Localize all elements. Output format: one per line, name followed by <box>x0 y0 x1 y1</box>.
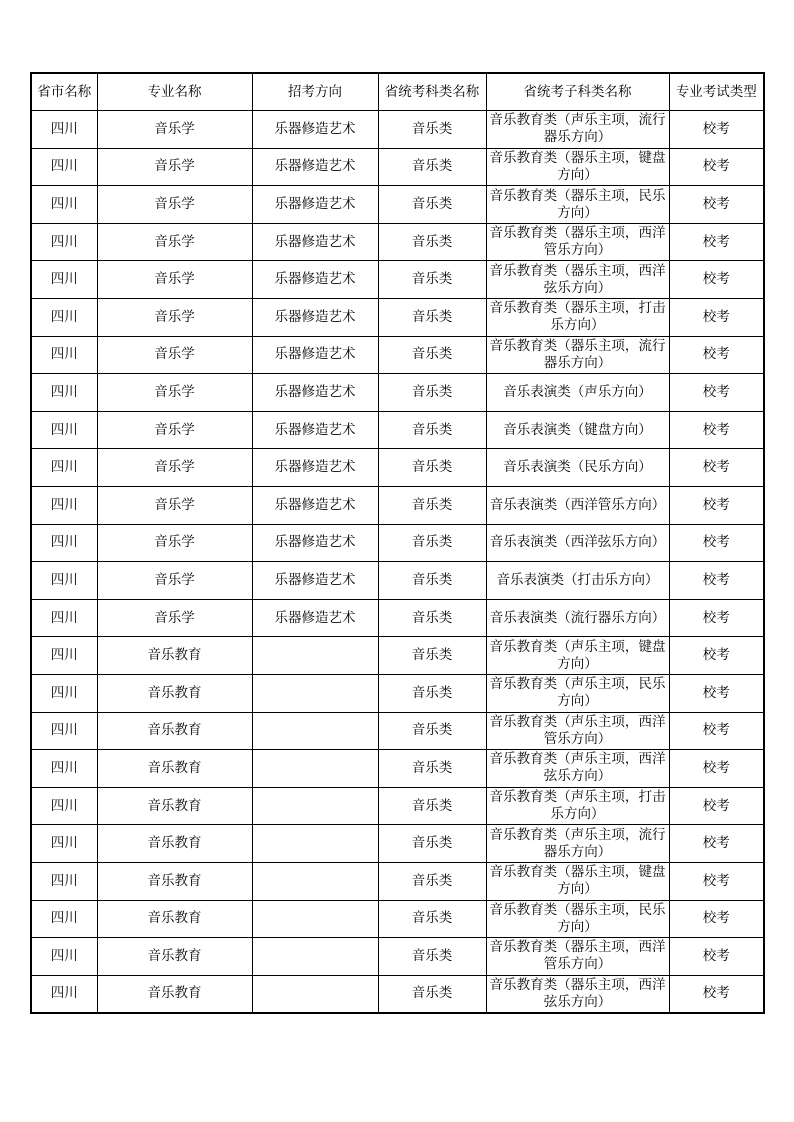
cell-major: 音乐学 <box>97 223 252 261</box>
cell-direction: 乐器修造艺术 <box>252 487 378 525</box>
cell-province: 四川 <box>31 750 97 788</box>
cell-direction: 乐器修造艺术 <box>252 299 378 337</box>
cell-province: 四川 <box>31 449 97 487</box>
cell-direction <box>252 900 378 938</box>
cell-major: 音乐教育 <box>97 750 252 788</box>
cell-direction: 乐器修造艺术 <box>252 599 378 637</box>
table-row <box>31 374 764 412</box>
cell-exam-subcategory: 音乐表演类（键盘方向） <box>486 411 669 449</box>
cell-exam-subcategory: 音乐表演类（西洋弦乐方向） <box>486 524 669 562</box>
cell-province: 四川 <box>31 411 97 449</box>
cell-exam-category: 音乐类 <box>378 750 486 788</box>
cell-province: 四川 <box>31 975 97 1013</box>
cell-exam-type: 校考 <box>669 787 764 825</box>
cell-exam-category: 音乐类 <box>378 787 486 825</box>
cell-exam-category: 音乐类 <box>378 562 486 600</box>
cell-major: 音乐教育 <box>97 675 252 713</box>
cell-exam-type: 校考 <box>669 186 764 224</box>
cell-exam-subcategory: 音乐教育类（声乐主项，西洋弦乐方向） <box>486 750 669 788</box>
header-exam-type: 专业考试类型 <box>669 73 764 111</box>
cell-major: 音乐教育 <box>97 825 252 863</box>
cell-direction <box>252 975 378 1013</box>
cell-direction: 乐器修造艺术 <box>252 148 378 186</box>
table-row <box>31 750 764 788</box>
cell-province: 四川 <box>31 599 97 637</box>
cell-province: 四川 <box>31 223 97 261</box>
cell-exam-category: 音乐类 <box>378 411 486 449</box>
cell-major: 音乐教育 <box>97 862 252 900</box>
table-row <box>31 111 764 149</box>
cell-major: 音乐学 <box>97 186 252 224</box>
cell-direction: 乐器修造艺术 <box>252 374 378 412</box>
table-row <box>31 336 764 374</box>
cell-exam-category: 音乐类 <box>378 975 486 1013</box>
table-row <box>31 261 764 299</box>
cell-exam-subcategory: 音乐教育类（器乐主项，西洋弦乐方向） <box>486 261 669 299</box>
cell-major: 音乐教育 <box>97 637 252 675</box>
table-row <box>31 562 764 600</box>
table-row <box>31 223 764 261</box>
cell-exam-category: 音乐类 <box>378 299 486 337</box>
cell-exam-type: 校考 <box>669 750 764 788</box>
cell-exam-type: 校考 <box>669 825 764 863</box>
cell-exam-category: 音乐类 <box>378 900 486 938</box>
cell-exam-category: 音乐类 <box>378 637 486 675</box>
cell-direction <box>252 787 378 825</box>
cell-province: 四川 <box>31 261 97 299</box>
table-row <box>31 449 764 487</box>
cell-exam-category: 音乐类 <box>378 148 486 186</box>
cell-direction <box>252 712 378 750</box>
cell-major: 音乐教育 <box>97 900 252 938</box>
cell-province: 四川 <box>31 524 97 562</box>
cell-exam-category: 音乐类 <box>378 111 486 149</box>
cell-exam-category: 音乐类 <box>378 374 486 412</box>
cell-exam-subcategory: 音乐教育类（声乐主项，西洋管乐方向） <box>486 712 669 750</box>
cell-exam-type: 校考 <box>669 449 764 487</box>
cell-exam-subcategory: 音乐教育类（声乐主项，流行器乐方向） <box>486 111 669 149</box>
cell-major: 音乐学 <box>97 487 252 525</box>
cell-exam-subcategory: 音乐教育类（器乐主项，键盘方向） <box>486 148 669 186</box>
table-row <box>31 299 764 337</box>
cell-exam-category: 音乐类 <box>378 712 486 750</box>
cell-province: 四川 <box>31 562 97 600</box>
header-exam-subcategory: 省统考子科类名称 <box>486 73 669 111</box>
cell-province: 四川 <box>31 374 97 412</box>
cell-major: 音乐教育 <box>97 975 252 1013</box>
header-row <box>31 73 764 111</box>
cell-exam-type: 校考 <box>669 862 764 900</box>
cell-exam-type: 校考 <box>669 487 764 525</box>
cell-exam-subcategory: 音乐表演类（流行器乐方向） <box>486 599 669 637</box>
cell-major: 音乐教育 <box>97 787 252 825</box>
cell-exam-subcategory: 音乐教育类（声乐主项，打击乐方向） <box>486 787 669 825</box>
cell-province: 四川 <box>31 825 97 863</box>
cell-direction: 乐器修造艺术 <box>252 562 378 600</box>
cell-exam-type: 校考 <box>669 675 764 713</box>
header-direction: 招考方向 <box>252 73 378 111</box>
cell-direction: 乐器修造艺术 <box>252 186 378 224</box>
cell-direction <box>252 675 378 713</box>
table-row <box>31 637 764 675</box>
cell-province: 四川 <box>31 336 97 374</box>
cell-exam-type: 校考 <box>669 637 764 675</box>
cell-province: 四川 <box>31 938 97 976</box>
cell-direction: 乐器修造艺术 <box>252 223 378 261</box>
table-header <box>31 73 764 111</box>
cell-exam-type: 校考 <box>669 712 764 750</box>
cell-direction <box>252 750 378 788</box>
table-row <box>31 487 764 525</box>
cell-direction <box>252 637 378 675</box>
cell-exam-type: 校考 <box>669 261 764 299</box>
cell-province: 四川 <box>31 637 97 675</box>
cell-exam-subcategory: 音乐表演类（西洋管乐方向） <box>486 487 669 525</box>
cell-major: 音乐学 <box>97 111 252 149</box>
table-row <box>31 900 764 938</box>
cell-direction: 乐器修造艺术 <box>252 524 378 562</box>
cell-province: 四川 <box>31 712 97 750</box>
table-row <box>31 186 764 224</box>
table-row <box>31 938 764 976</box>
cell-province: 四川 <box>31 787 97 825</box>
cell-direction <box>252 825 378 863</box>
cell-exam-category: 音乐类 <box>378 261 486 299</box>
cell-province: 四川 <box>31 111 97 149</box>
cell-province: 四川 <box>31 148 97 186</box>
cell-exam-type: 校考 <box>669 975 764 1013</box>
header-major: 专业名称 <box>97 73 252 111</box>
cell-exam-type: 校考 <box>669 562 764 600</box>
cell-exam-type: 校考 <box>669 299 764 337</box>
cell-major: 音乐教育 <box>97 712 252 750</box>
cell-exam-subcategory: 音乐表演类（打击乐方向） <box>486 562 669 600</box>
table-row <box>31 599 764 637</box>
cell-exam-type: 校考 <box>669 223 764 261</box>
table-row <box>31 787 764 825</box>
cell-province: 四川 <box>31 299 97 337</box>
cell-exam-subcategory: 音乐教育类（器乐主项，打击乐方向） <box>486 299 669 337</box>
cell-major: 音乐学 <box>97 562 252 600</box>
cell-exam-category: 音乐类 <box>378 675 486 713</box>
cell-direction <box>252 938 378 976</box>
table-body <box>31 111 764 1013</box>
admissions-table <box>30 72 765 1014</box>
cell-exam-subcategory: 音乐教育类（器乐主项，键盘方向） <box>486 862 669 900</box>
cell-direction: 乐器修造艺术 <box>252 411 378 449</box>
cell-exam-subcategory: 音乐教育类（器乐主项，西洋管乐方向） <box>486 223 669 261</box>
cell-exam-subcategory: 音乐教育类（声乐主项，流行器乐方向） <box>486 825 669 863</box>
table-row <box>31 862 764 900</box>
cell-major: 音乐学 <box>97 524 252 562</box>
cell-major: 音乐学 <box>97 374 252 412</box>
cell-exam-type: 校考 <box>669 148 764 186</box>
cell-exam-subcategory: 音乐教育类（器乐主项，流行器乐方向） <box>486 336 669 374</box>
cell-direction: 乐器修造艺术 <box>252 261 378 299</box>
cell-exam-category: 音乐类 <box>378 938 486 976</box>
cell-exam-type: 校考 <box>669 411 764 449</box>
cell-exam-category: 音乐类 <box>378 862 486 900</box>
cell-exam-category: 音乐类 <box>378 336 486 374</box>
table-row <box>31 524 764 562</box>
cell-exam-subcategory: 音乐教育类（器乐主项，西洋管乐方向） <box>486 938 669 976</box>
cell-exam-category: 音乐类 <box>378 186 486 224</box>
table-row <box>31 975 764 1013</box>
cell-exam-subcategory: 音乐表演类（民乐方向） <box>486 449 669 487</box>
cell-province: 四川 <box>31 900 97 938</box>
cell-direction: 乐器修造艺术 <box>252 449 378 487</box>
cell-major: 音乐学 <box>97 336 252 374</box>
cell-exam-category: 音乐类 <box>378 524 486 562</box>
header-province: 省市名称 <box>31 73 97 111</box>
cell-major: 音乐学 <box>97 261 252 299</box>
cell-exam-category: 音乐类 <box>378 599 486 637</box>
cell-exam-subcategory: 音乐教育类（器乐主项，民乐方向） <box>486 186 669 224</box>
cell-major: 音乐教育 <box>97 938 252 976</box>
cell-exam-subcategory: 音乐教育类（器乐主项，民乐方向） <box>486 900 669 938</box>
table-row <box>31 148 764 186</box>
cell-exam-type: 校考 <box>669 599 764 637</box>
cell-province: 四川 <box>31 675 97 713</box>
cell-direction <box>252 862 378 900</box>
cell-exam-type: 校考 <box>669 336 764 374</box>
cell-exam-subcategory: 音乐教育类（声乐主项，键盘方向） <box>486 637 669 675</box>
cell-province: 四川 <box>31 862 97 900</box>
cell-exam-category: 音乐类 <box>378 825 486 863</box>
cell-exam-category: 音乐类 <box>378 487 486 525</box>
cell-exam-category: 音乐类 <box>378 449 486 487</box>
cell-exam-type: 校考 <box>669 900 764 938</box>
cell-province: 四川 <box>31 186 97 224</box>
cell-exam-type: 校考 <box>669 524 764 562</box>
cell-exam-type: 校考 <box>669 938 764 976</box>
table-row <box>31 825 764 863</box>
cell-major: 音乐学 <box>97 411 252 449</box>
cell-exam-type: 校考 <box>669 374 764 412</box>
table-row <box>31 675 764 713</box>
cell-exam-subcategory: 音乐教育类（声乐主项，民乐方向） <box>486 675 669 713</box>
table-row <box>31 411 764 449</box>
cell-major: 音乐学 <box>97 449 252 487</box>
table-row <box>31 712 764 750</box>
cell-direction: 乐器修造艺术 <box>252 336 378 374</box>
header-exam-category: 省统考科类名称 <box>378 73 486 111</box>
cell-major: 音乐学 <box>97 148 252 186</box>
cell-major: 音乐学 <box>97 299 252 337</box>
cell-province: 四川 <box>31 487 97 525</box>
cell-major: 音乐学 <box>97 599 252 637</box>
cell-exam-subcategory: 音乐表演类（声乐方向） <box>486 374 669 412</box>
cell-exam-category: 音乐类 <box>378 223 486 261</box>
cell-direction: 乐器修造艺术 <box>252 111 378 149</box>
cell-exam-type: 校考 <box>669 111 764 149</box>
cell-exam-subcategory: 音乐教育类（器乐主项，西洋弦乐方向） <box>486 975 669 1013</box>
